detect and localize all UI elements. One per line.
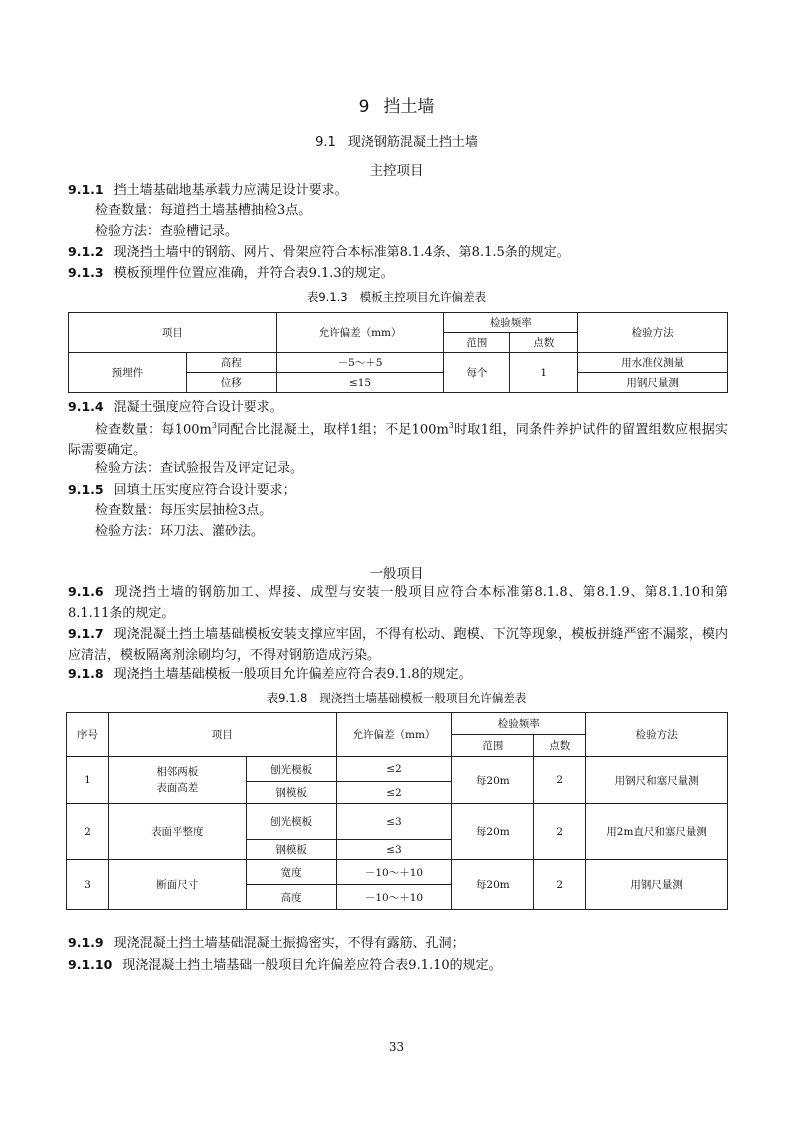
tolerance-cell: ≤15: [276, 373, 444, 393]
clause-9-1-5-method: 检验方法：环刀法、灌砂法。: [95, 524, 265, 539]
section-title: [0, 131, 793, 150]
tolerance-cell: －5～＋5: [276, 353, 444, 373]
points-cell: 2: [534, 757, 586, 804]
clause-id: 9.1.6: [68, 584, 104, 599]
clause-text: 现浇挡土墙中的钢筋、网片、骨架应符合本标准第8.1.4条、第8.1.5条的规定。: [113, 245, 570, 260]
item-cell: 位移: [186, 373, 276, 393]
header-item: 项目: [108, 713, 336, 757]
qty-text: 检查数量：每100m: [95, 422, 212, 438]
tolerance-cell: ≤3: [336, 840, 452, 860]
header-method: 检验方法: [586, 713, 728, 757]
clause-9-1-4-qty: [68, 415, 728, 461]
clause-text: 混凝土强度应符合设计要求。: [113, 400, 283, 415]
header-tolerance: 允许偏差（mm）: [336, 713, 452, 757]
method-cell: 用水准仪测量: [578, 353, 728, 373]
method-cell: 用钢尺和塞尺量测: [586, 757, 728, 804]
header-frequency: 检验频率: [444, 313, 578, 333]
header-item: 项目: [69, 313, 277, 353]
seq-cell: 2: [67, 804, 109, 860]
seq-cell: 3: [67, 860, 109, 910]
main-items-heading: 主控项目: [369, 163, 424, 179]
clause-id: 9.1.5: [68, 482, 104, 497]
table-row: [69, 353, 728, 373]
table-row: [67, 860, 728, 885]
clause-text: 现浇混凝土挡土墙基础混凝土振捣密实，不得有露筋、孔洞；: [113, 936, 465, 951]
table2-caption: [0, 690, 793, 706]
clause-text: 模板预埋件位置应准确，并符合表9.1.3的规定。: [113, 266, 394, 281]
tolerance-cell: ≤2: [336, 782, 452, 804]
item-cell: 高程: [186, 353, 276, 373]
tolerance-cell: ≤2: [336, 757, 452, 782]
clause-9-1-7: [68, 623, 728, 666]
table-row: [67, 757, 728, 782]
range-cell: 每20m: [452, 860, 534, 910]
header-seq: 序号: [67, 713, 109, 757]
table2-caption-text: 现浇挡土墙基础模板一般项目允许偏差表: [319, 691, 527, 705]
section-number: 9.1: [315, 135, 336, 150]
sub-item-cell: 钢模板: [246, 840, 336, 860]
chapter-title-text: 挡土墙: [383, 97, 435, 117]
header-range: 范围: [452, 735, 534, 757]
points-cell: 1: [510, 353, 578, 393]
table2-caption-no: 表9.1.8: [266, 691, 308, 705]
table1-caption: [0, 289, 793, 305]
clause-id: 9.1.2: [68, 244, 104, 259]
clause-id: 9.1.3: [68, 265, 104, 280]
clause-9-1-1-qty: 检查数量：每道挡土墙基槽抽检3点。: [95, 203, 312, 218]
tolerance-cell: ≤3: [336, 804, 452, 840]
superscript: 3: [448, 421, 454, 430]
tolerance-cell: －10～＋10: [336, 885, 452, 910]
table-row: [69, 313, 728, 333]
method-cell: 用钢尺量测: [578, 373, 728, 393]
sub-item-cell: 高度: [246, 885, 336, 910]
table1-caption-no: 表9.1.3: [306, 290, 348, 304]
clause-9-1-4-method: 检验方法：查试验报告及评定记录。: [95, 461, 304, 476]
clause-id: 9.1.1: [68, 182, 104, 197]
general-items-heading: 一般项目: [369, 566, 424, 582]
table-row: [67, 713, 728, 735]
section-title-text: 现浇钢筋混凝土挡土墙: [347, 135, 478, 150]
item-cell: 相邻两板 表面高差: [108, 757, 246, 804]
clause-id: 9.1.4: [68, 399, 104, 414]
clause-9-1-10: [68, 955, 728, 976]
header-range: 范围: [444, 333, 510, 353]
header-tolerance: 允许偏差（mm）: [276, 313, 444, 353]
group-cell: 预埋件: [69, 353, 187, 393]
page-number: 33: [388, 1040, 405, 1054]
header-frequency: 检验频率: [452, 713, 586, 735]
header-points: 点数: [510, 333, 578, 353]
sub-item-cell: 宽度: [246, 860, 336, 885]
clause-text: 现浇混凝土挡土墙基础模板安装支撑应牢固，不得有松动、跑模、下沉等现象，模板拼缝严密不漏浆，模内应清洁，模板隔离剂涂刷均匀，不得对钢筋造成污染。: [68, 627, 728, 663]
clause-text: 现浇混凝土挡土墙基础一般项目允许偏差应符合表9.1.10的规定。: [122, 958, 502, 973]
clause-text: 现浇挡土墙的钢筋加工、焊接、成型与安装一般项目应符合本标准第8.1.8、第8.1.9、第8.1.10和第8.1.11条的规定。: [68, 585, 728, 621]
qty-text: 时取1组，同条件养护试件的留置组数应根据实际需要确定。: [68, 422, 728, 459]
range-cell: 每20m: [452, 757, 534, 804]
item-cell: 表面平整度: [108, 804, 246, 860]
method-cell: 用钢尺量测: [586, 860, 728, 910]
clause-9-1-5: [68, 480, 728, 501]
clause-9-1-1: [68, 180, 728, 201]
points-cell: 2: [534, 860, 586, 910]
clause-9-1-3: [68, 263, 728, 284]
clause-id: 9.1.7: [68, 626, 104, 641]
chapter-title: [0, 92, 793, 117]
clause-id: 9.1.9: [68, 935, 104, 950]
superscript: 3: [211, 421, 217, 430]
tolerance-cell: －10～＋10: [336, 860, 452, 885]
sub-item-cell: 钢模板: [246, 782, 336, 804]
chapter-number: 9: [358, 97, 370, 117]
header-method: 检验方法: [578, 313, 728, 353]
clause-text: 现浇挡土墙基础模板一般项目允许偏差应符合表9.1.8的规定。: [113, 667, 472, 682]
clause-9-1-1-method: 检验方法：查验槽记录。: [95, 224, 239, 239]
item-cell: 断面尺寸: [108, 860, 246, 910]
table-row: [67, 804, 728, 840]
clause-text: 回填土压实度应符合设计要求；: [113, 483, 296, 498]
clause-9-1-9: [68, 933, 728, 954]
clause-id: 9.1.8: [68, 666, 104, 681]
table1-caption-text: 模板主控项目允许偏差表: [359, 290, 487, 304]
clause-9-1-5-qty: 检查数量：每压实层抽检3点。: [95, 503, 273, 518]
points-cell: 2: [534, 804, 586, 860]
header-points: 点数: [534, 735, 586, 757]
sub-item-cell: 刨光模板: [246, 757, 336, 782]
clause-9-1-2: [68, 242, 728, 263]
sub-item-cell: 刨光模板: [246, 804, 336, 840]
table2: [66, 712, 728, 910]
table1: [68, 312, 728, 393]
seq-cell: 1: [67, 757, 109, 804]
clause-text: 挡土墙基础地基承载力应满足设计要求。: [113, 183, 348, 198]
clause-9-1-8: [68, 664, 728, 685]
qty-text: 同配合比混凝土，取样1组；不足100m: [216, 422, 449, 438]
clause-id: 9.1.10: [68, 957, 113, 972]
range-cell: 每20m: [452, 804, 534, 860]
clause-9-1-6: [68, 581, 728, 624]
range-cell: 每个: [444, 353, 510, 393]
method-cell: 用2m直尺和塞尺量测: [586, 804, 728, 860]
